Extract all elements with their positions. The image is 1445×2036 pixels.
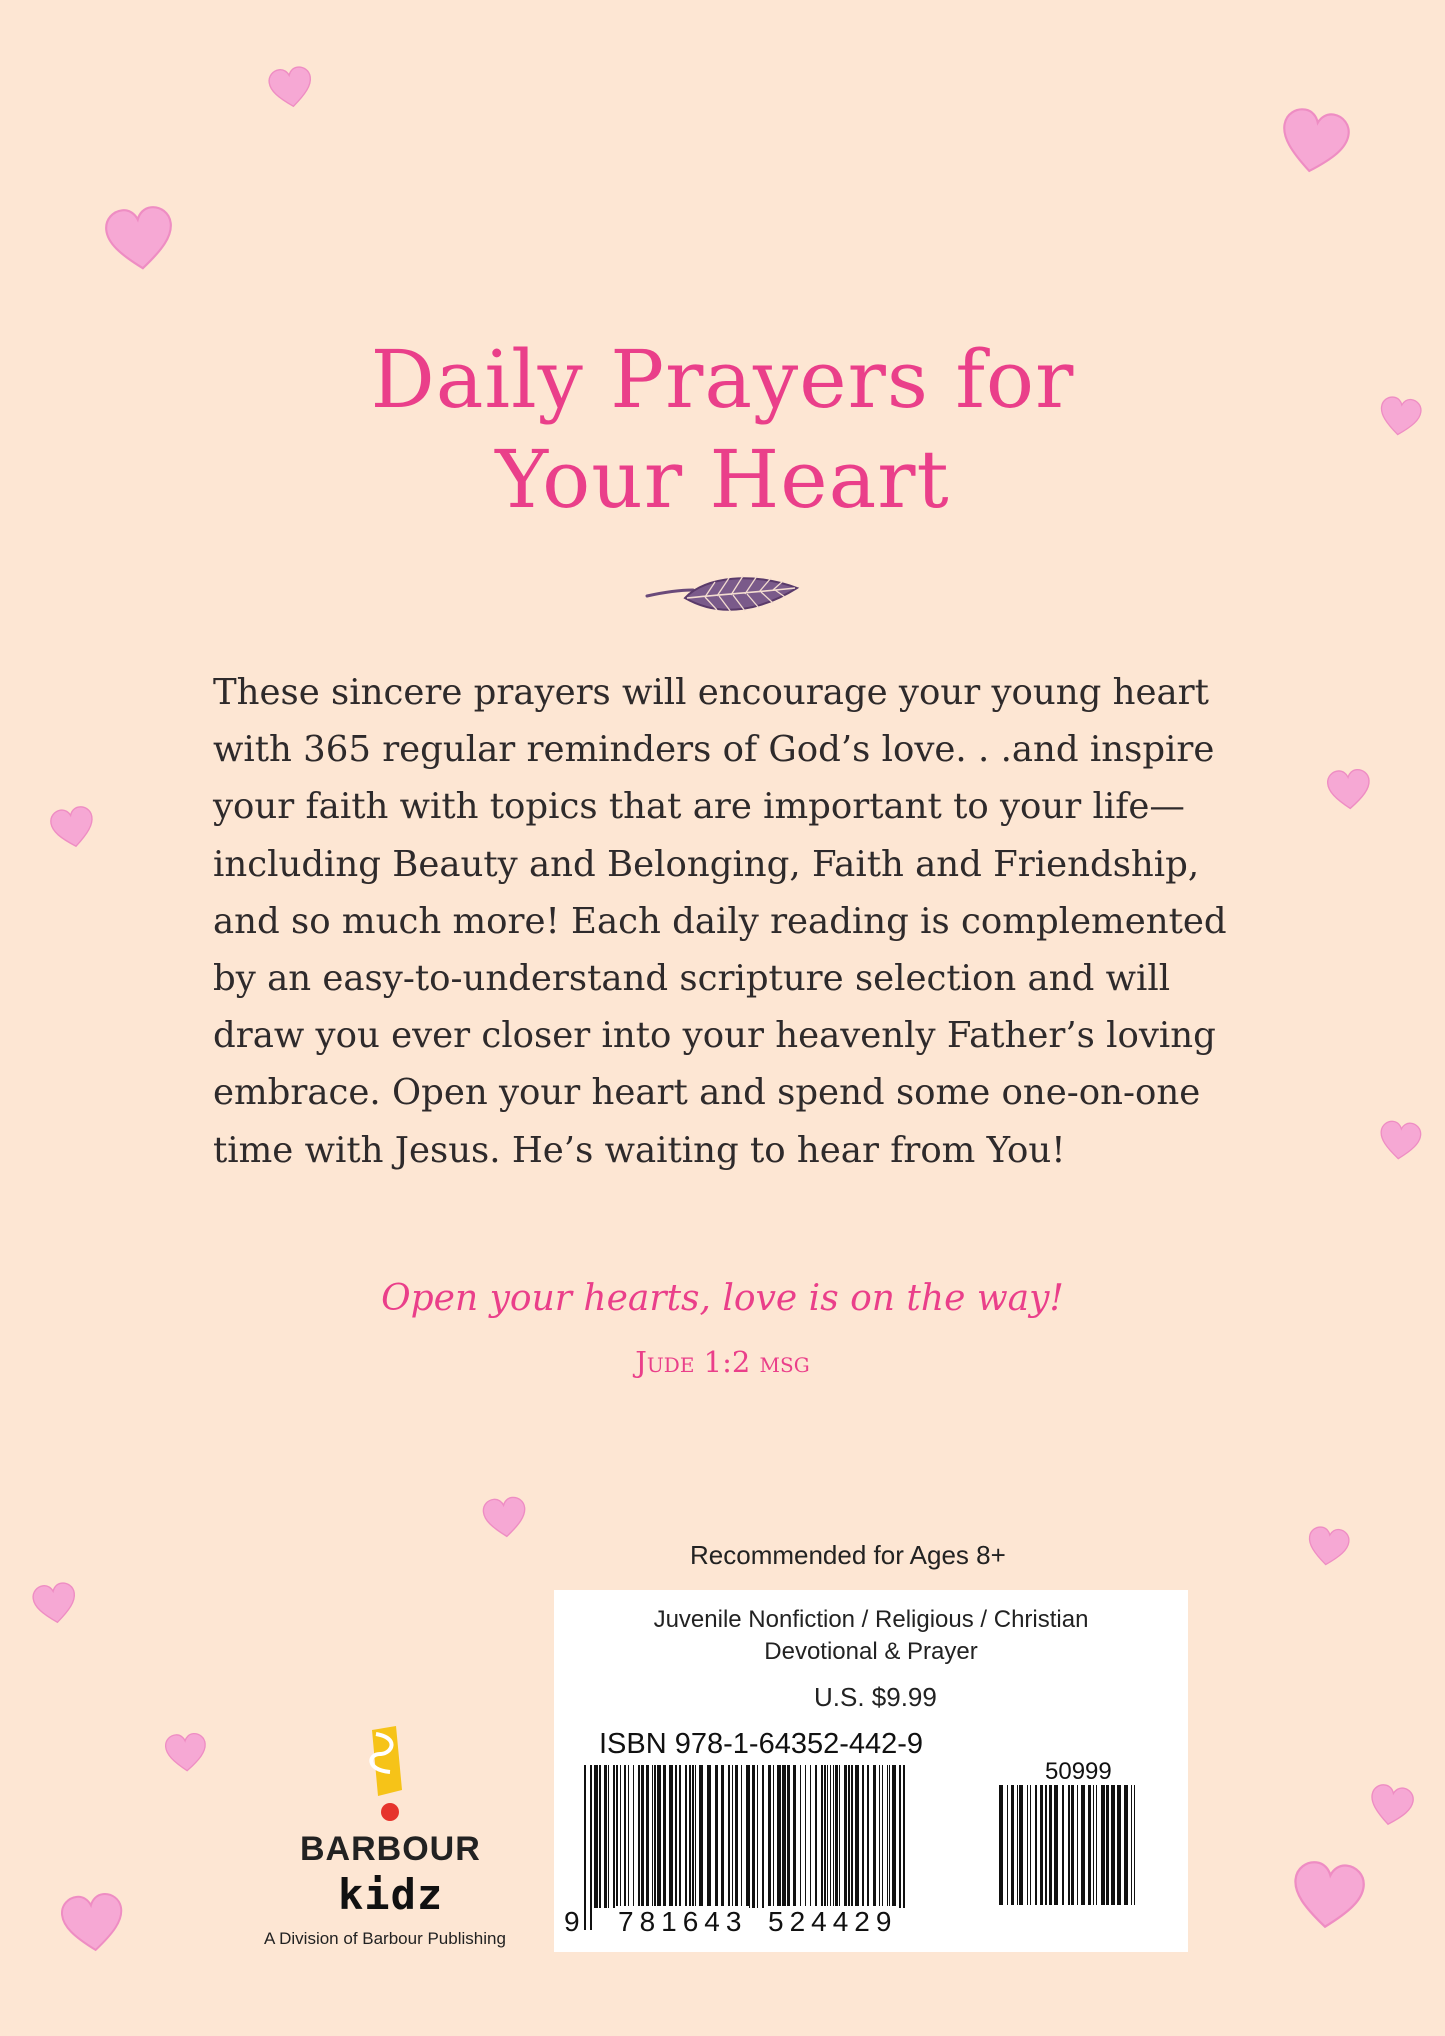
barcode-bar: [633, 1765, 634, 1908]
heart-icon: [163, 1731, 210, 1778]
barcode-bar: [899, 1765, 901, 1908]
addon-code: 50999: [1045, 1758, 1112, 1785]
barcode-bar: [1019, 1785, 1023, 1905]
barcode-bar: [1045, 1785, 1047, 1905]
barcode-bar: [873, 1765, 876, 1908]
barcode-bar: [757, 1765, 758, 1908]
heart-icon: [29, 1579, 81, 1631]
price-label: U.S. $9.99: [814, 1682, 937, 1712]
heart-icon: [1303, 1523, 1353, 1573]
barcode-bar: [735, 1765, 738, 1908]
barcode-bar: [604, 1765, 607, 1908]
book-title: [0, 330, 1445, 530]
barcode-bar: [679, 1765, 681, 1908]
barcode-bar: [999, 1785, 1003, 1905]
heart-icon: [1376, 1118, 1424, 1166]
barcode-bar: [844, 1765, 847, 1908]
barcode-bar: [1101, 1785, 1105, 1905]
publisher-imprint: kidz: [338, 1870, 444, 1919]
barcode-bar: [824, 1765, 826, 1908]
recommended-ages: Recommended for Ages 8+: [690, 1540, 1006, 1570]
barcode-bar: [1030, 1785, 1031, 1905]
barcode-bar: [646, 1765, 649, 1908]
barcode-bar: [613, 1765, 615, 1908]
barcode-bar: [715, 1765, 718, 1908]
barcode-bar: [903, 1765, 905, 1908]
barcode-bar: [839, 1765, 840, 1908]
isbn-label: ISBN 978-1-64352-442-9: [599, 1728, 924, 1760]
barcode-bar: [827, 1765, 828, 1908]
leaf-icon: [645, 568, 800, 628]
barcode-digits-right: 524429: [768, 1906, 898, 1937]
barcode-bar: [768, 1765, 771, 1908]
heart-icon: [265, 63, 317, 115]
barcode-bar: [675, 1765, 677, 1908]
barcode-bar: [599, 1765, 601, 1908]
heart-icon: [100, 201, 179, 280]
barcode-bar: [810, 1765, 811, 1908]
barcode-bar: [787, 1765, 790, 1908]
barcode-bar: [594, 1765, 598, 1908]
heart-icon: [1364, 1780, 1417, 1833]
barcode-bar: [1096, 1785, 1097, 1905]
barcode-bar: [620, 1765, 621, 1908]
barcode-bar: [732, 1765, 733, 1908]
barcode-bar: [1027, 1785, 1028, 1905]
barcode-bar: [892, 1765, 896, 1908]
barcode-bar: [1088, 1785, 1091, 1905]
barcode-digit-first: 9: [564, 1906, 580, 1937]
barcode-bar: [862, 1765, 864, 1908]
title-line-2: Your Heart: [495, 433, 950, 526]
barcode-bar: [867, 1765, 869, 1908]
barcode-bar: [882, 1765, 883, 1908]
barcode-bar: [728, 1765, 730, 1908]
barcode-bar: [657, 1765, 661, 1908]
barcode-bar: [652, 1765, 653, 1908]
barcode-bar: [773, 1765, 774, 1908]
barcode-bar: [835, 1765, 838, 1908]
barcode-bar: [833, 1765, 834, 1908]
barcode-bar: [1134, 1785, 1135, 1905]
barcode-digits-left: 781643: [618, 1906, 748, 1937]
barcode-bar: [616, 1765, 618, 1908]
category-label: [554, 1604, 1188, 1668]
barcode-bar: [777, 1765, 781, 1908]
barcode-bar: [1106, 1785, 1109, 1905]
publisher-brand: BARBOUR: [300, 1830, 481, 1868]
barcode-bar: [851, 1765, 853, 1908]
barcode-bar: [1017, 1785, 1018, 1905]
barcode-bar: [1068, 1785, 1070, 1905]
heart-icon: [480, 1494, 531, 1545]
barcode-bar: [669, 1765, 673, 1908]
barcode-panel: [554, 1590, 1188, 1952]
barcode-bar: [1040, 1785, 1043, 1905]
heart-icon: [46, 802, 99, 855]
barcode-bar: [721, 1765, 724, 1908]
category-line-2: Devotional & Prayer: [764, 1638, 978, 1665]
barcode-bar: [641, 1765, 644, 1908]
title-line-1: Daily Prayers for: [370, 333, 1075, 426]
barcode-bar: [800, 1765, 801, 1908]
barcode-bar: [699, 1765, 703, 1908]
barcode-bar: [1035, 1785, 1037, 1905]
barcode-bar: [848, 1765, 850, 1908]
publisher-division: A Division of Barbour Publishing: [264, 1929, 506, 1948]
barcode-bar: [1111, 1785, 1115, 1905]
barcode-bar: [782, 1765, 786, 1908]
barcode-bar: [1062, 1785, 1064, 1905]
barcode-bar: [654, 1765, 656, 1908]
barcode-bar: [746, 1765, 750, 1908]
barcode-bar: [1011, 1785, 1014, 1905]
category-line-1: Juvenile Nonfiction / Religious / Christian: [653, 1606, 1089, 1633]
barcode-bar: [889, 1765, 890, 1908]
barcode-bar: [707, 1765, 711, 1908]
heart-icon: [1286, 1856, 1370, 1940]
barcode-bar: [741, 1765, 742, 1908]
barcode-bar: [793, 1765, 796, 1908]
barcode-bar: [1093, 1785, 1094, 1905]
barcode-bar: [879, 1765, 880, 1908]
barcode-bar: [855, 1765, 859, 1908]
barcode-bar: [1054, 1785, 1058, 1905]
barcode-bar: [608, 1765, 609, 1908]
barcode-bar: [1071, 1785, 1074, 1905]
barcode-bar: [638, 1765, 640, 1908]
barcode-bar: [624, 1765, 626, 1908]
heart-icon: [57, 1889, 130, 1962]
barcode-bar: [830, 1765, 831, 1908]
barcode-bar: [695, 1765, 696, 1908]
barcode-bar: [1049, 1785, 1052, 1905]
barcode-bar: [752, 1765, 755, 1908]
barcode-bar: [1117, 1785, 1121, 1905]
barcode-bar: [762, 1765, 764, 1908]
barcode-bar: [1077, 1785, 1078, 1905]
barcode-bar: [685, 1765, 687, 1908]
barcode-bar: [887, 1765, 888, 1908]
barcode-digits: [554, 1906, 1188, 1946]
barcode-bar: [1131, 1785, 1132, 1905]
scripture-verse: Open your hearts, love is on the way!: [381, 1278, 1064, 1319]
barcode-bar: [1081, 1785, 1085, 1905]
book-description: These sincere prayers will encourage your young heart with 365 regular reminders of God’s love. . .and inspire your faith with topics that are important to your life—including Beauty and Belonging, Faith and Friendship, and so much more! Each daily reading is complemented by an easy-to-understand scripture selection and will draw you ever closer into your heavenly Father’s loving embrace. Open your heart and spend some one-on-one time with Jesus. He’s waiting to hear from You!: [213, 672, 1227, 1171]
barcode-bar: [805, 1765, 806, 1908]
barcode-bar: [663, 1765, 666, 1908]
barcode-bar: [1007, 1785, 1008, 1905]
barcode-bar: [628, 1765, 629, 1908]
heart-icon: [1324, 766, 1373, 815]
heart-icon: [1272, 102, 1355, 185]
scripture-reference: Jude 1:2 msg: [635, 1345, 810, 1379]
barcode-bar: [1124, 1785, 1128, 1905]
